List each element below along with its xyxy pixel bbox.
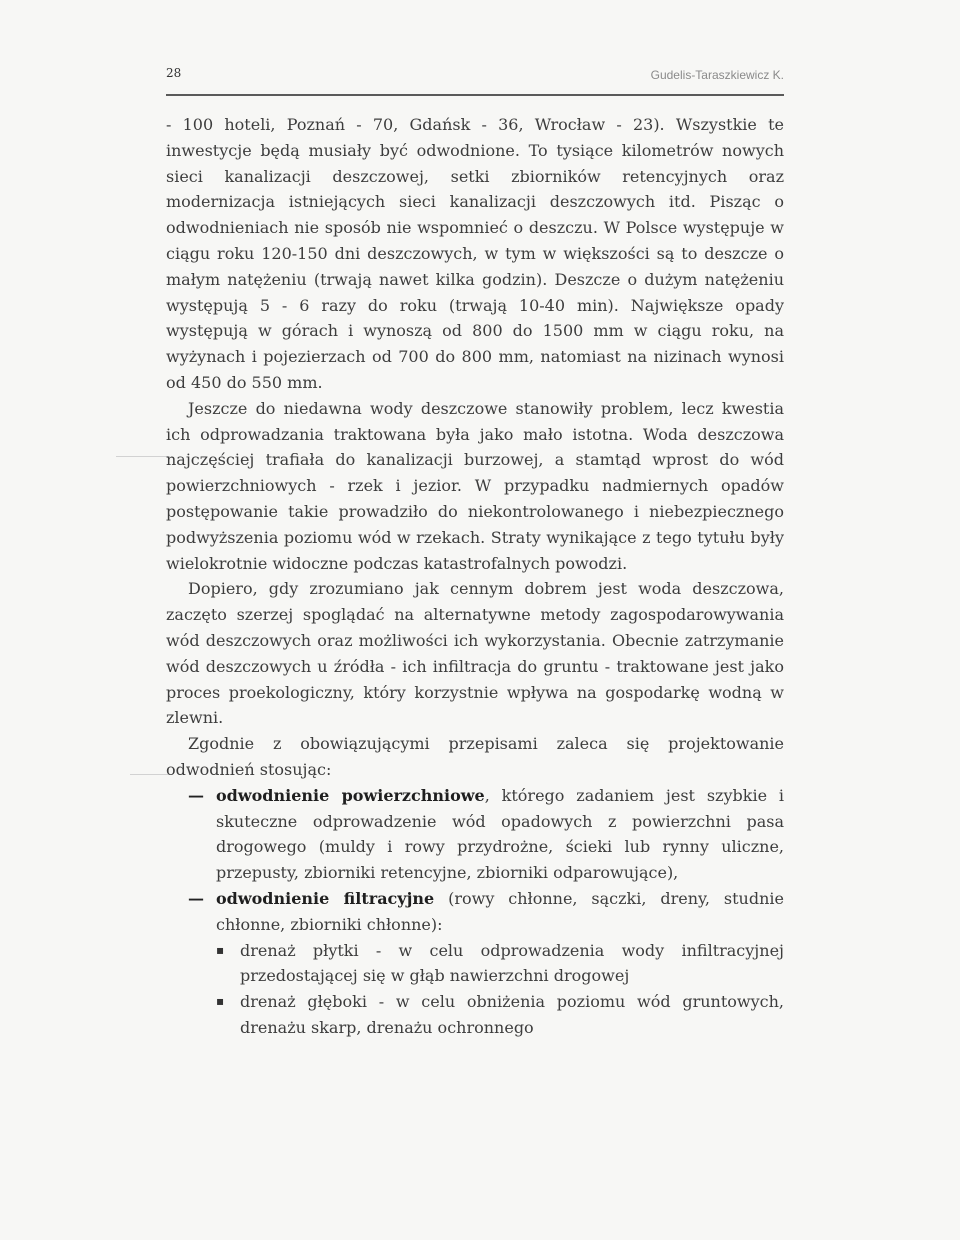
drainage-types-list: [166, 783, 784, 938]
list-item-filtration-drainage: [166, 886, 784, 938]
paragraph-1: - 100 hoteli, Poznań - 70, Gdańsk - 36, Wrocław - 23). Wszystkie te inwestycje będą musiały być odwodnione. To tysiące kilometrów nowych sieci kanalizacji deszczowej, setki zbiorników retencyjnych oraz modernizacja istniejących sieci kanalizacji deszczowych itd. Pisząc o odwodnieniach nie sposób nie wspomnieć o deszczu. W Polsce występuje w ciągu roku 120-150 dni deszczowych, w tym w większości są to deszcze o małym natężeniu (trwają nawet kilka godzin). Deszcze o dużym natężeniu występują 5 - 6 razy do roku (trwają 10-40 min). Największe opady występują w górach i wynoszą od 800 do 1500 mm w ciągu roku, na wyżynach i pojezierzach od 700 do 800 mm, natomiast na nizinach wynosi od 450 do 550 mm.: [166, 115, 784, 392]
sublist-item-text: drenaż głęboki - w celu obniżenia poziomu wód gruntowych, drenażu skarp, drenażu ochronnego: [240, 992, 784, 1037]
bullet-icon: ▪: [216, 942, 225, 957]
list-item-text: , którego zadaniem jest szybkie i skuteczne odprowadzenie wód opadowych z powierzchni pasa drogowego (muldy i rowy przydrożne, ścieki lub rynny uliczne, przepusty, zbiorniki retencyjne, zbiorniki odparowujące),: [216, 785, 785, 883]
body-text: [166, 112, 784, 1041]
page-number: 28: [166, 66, 182, 80]
margin-mark: [116, 456, 168, 457]
term-surface-drainage: odwodnienie powierzchniowe: [216, 785, 485, 805]
sublist-item-text: drenaż płytki - w celu odprowadzenia wody infiltracyjnej przedostającej się w głąb nawierzchni drogowej: [240, 940, 784, 986]
list-item-surface-drainage: [166, 783, 784, 886]
paragraph-3: Dopiero, gdy zrozumiano jak cennym dobrem jest woda deszczowa, zaczęto szerzej spoglądać na alternatywne metody zagospodarowywania wód deszczowych oraz możliwości ich wykorzystania. Obecnie zatrzymanie wód deszczowych u źródła - ich infiltracja do gruntu - traktowane jest jako proces proekologiczny, który korzystnie wpływa na gospodarkę wodną w zlewni.: [166, 579, 784, 728]
margin-mark: [130, 774, 170, 775]
paragraph-2: Jeszcze do niedawna wody deszczowe stanowiły problem, lecz kwestia ich odprowadzania traktowana była jako mało istotna. Woda deszczowa najczęściej trafiała do kanalizacji burzowej, a stamtąd wprost do wód powierzchniowych - rzek i jezior. W przypadku nadmiernych opadów postępowanie takie prowadziło do niekontrolowanego i niebezpiecznego podwyższenia poziomu wód w rzekach. Straty wynikające z tego tytułu były wielokrotnie widoczne podczas katastrofalnych powodzi.: [166, 398, 784, 573]
list-item-text: (rowy chłonne, sączki, dreny, studnie chłonne, zbiorniki chłonne):: [216, 888, 784, 934]
sublist-item-shallow-drainage: [166, 938, 784, 990]
paragraph-4: Zgodnie z obowiązującymi przepisami zaleca się projektowanie odwodnień stosując:: [166, 734, 784, 779]
bullet-icon: ▪: [216, 994, 225, 1009]
dash-marker: —: [188, 785, 204, 805]
filtration-sublist: [166, 938, 784, 1041]
term-filtration-drainage: odwodnienie filtracyjne: [216, 888, 435, 908]
sublist-item-deep-drainage: [166, 989, 784, 1041]
dash-marker: —: [188, 888, 204, 908]
running-header: [166, 62, 784, 96]
running-author: Gudelis-Taraszkiewicz K.: [650, 68, 784, 82]
